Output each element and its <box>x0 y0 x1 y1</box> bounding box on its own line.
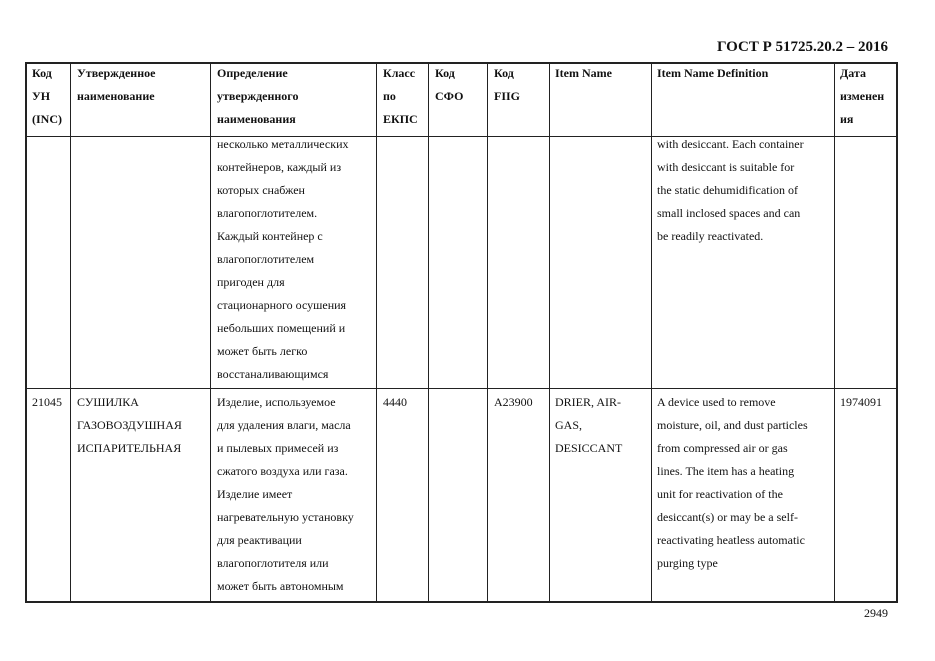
table-column-divider <box>70 62 71 603</box>
header-sfo-code: Код СФО <box>435 66 464 103</box>
table-row-divider <box>25 388 898 389</box>
table-column-divider <box>549 62 550 603</box>
header-fiig-code: Код FIIG <box>494 66 521 103</box>
row-cell-un-code <box>32 133 68 387</box>
row-cell-sfo-code <box>435 133 485 387</box>
row-cell-item-name: DRIER, AIR- GAS, DESICCANT <box>555 395 623 455</box>
table-column-divider <box>210 62 211 603</box>
table-column-divider <box>376 62 377 603</box>
table-border-right <box>896 62 898 603</box>
row-cell-change-date <box>840 133 894 387</box>
page-number: 2949 <box>864 606 888 620</box>
row-cell-sfo-code <box>435 391 485 598</box>
table-column-divider <box>834 62 835 603</box>
header-item-name: Item Name <box>555 66 612 80</box>
row-cell-item-name-definition: A device used to remove moisture, oil, and dust particles from compressed air or gas lines. The item has a heating unit for reactivation of the desiccant(s) or may be a self- reactivating heatless automatic purging type <box>657 395 808 570</box>
table-border-bottom <box>25 601 898 603</box>
row-cell-approved-name-definition: Изделие, используемое для удаления влаги, масла и пылевых примесей из сжатого воздуха или газа. Изделие имеет нагревательную установку для реактивации влагопоглотителя или может быть автономным <box>217 395 354 593</box>
row-cell-approved-name-definition: несколько металлических контейнеров, каждый из которых снабжен влагопоглотителем. Каждый контейнер с влагопоглотителем пригоден для стационарного осушения небольших помещений и может быть легко восстаналивающимся <box>217 137 349 381</box>
row-cell-fiig-code <box>494 133 547 387</box>
header-un-code: Код УН (INC) <box>32 66 62 126</box>
row-cell-fiig-code: A23900 <box>494 395 533 409</box>
table-column-divider <box>651 62 652 603</box>
classification-table <box>25 62 898 603</box>
row-cell-approved-name <box>77 133 207 387</box>
header-approved-name-definition: Определение утвержденного наименования <box>217 66 299 126</box>
row-cell-approved-name: СУШИЛКА ГАЗОВОЗДУШНАЯ ИСПАРИТЕЛЬНАЯ <box>77 395 182 455</box>
table-column-divider <box>428 62 429 603</box>
row-cell-ekps-class: 4440 <box>383 395 407 409</box>
header-item-name-definition: Item Name Definition <box>657 66 769 80</box>
row-cell-change-date: 1974091 <box>840 395 882 409</box>
row-cell-un-code: 21045 <box>32 395 62 409</box>
document-code: ГОСТ Р 51725.20.2 – 2016 <box>716 39 888 55</box>
table-column-divider <box>487 62 488 603</box>
row-cell-item-name <box>555 133 649 387</box>
row-cell-ekps-class <box>383 133 426 387</box>
header-change-date: Дата изменен ия <box>840 66 885 126</box>
header-approved-name: Утвержденное наименование <box>77 66 156 103</box>
row-cell-item-name-definition: with desiccant. Each container with desiccant is suitable for the static dehumidification of small inclosed spaces and can be readily reactivated. <box>657 137 804 243</box>
header-ekps-class: Класс по ЕКПС <box>383 66 418 126</box>
table-border-left <box>25 62 27 603</box>
